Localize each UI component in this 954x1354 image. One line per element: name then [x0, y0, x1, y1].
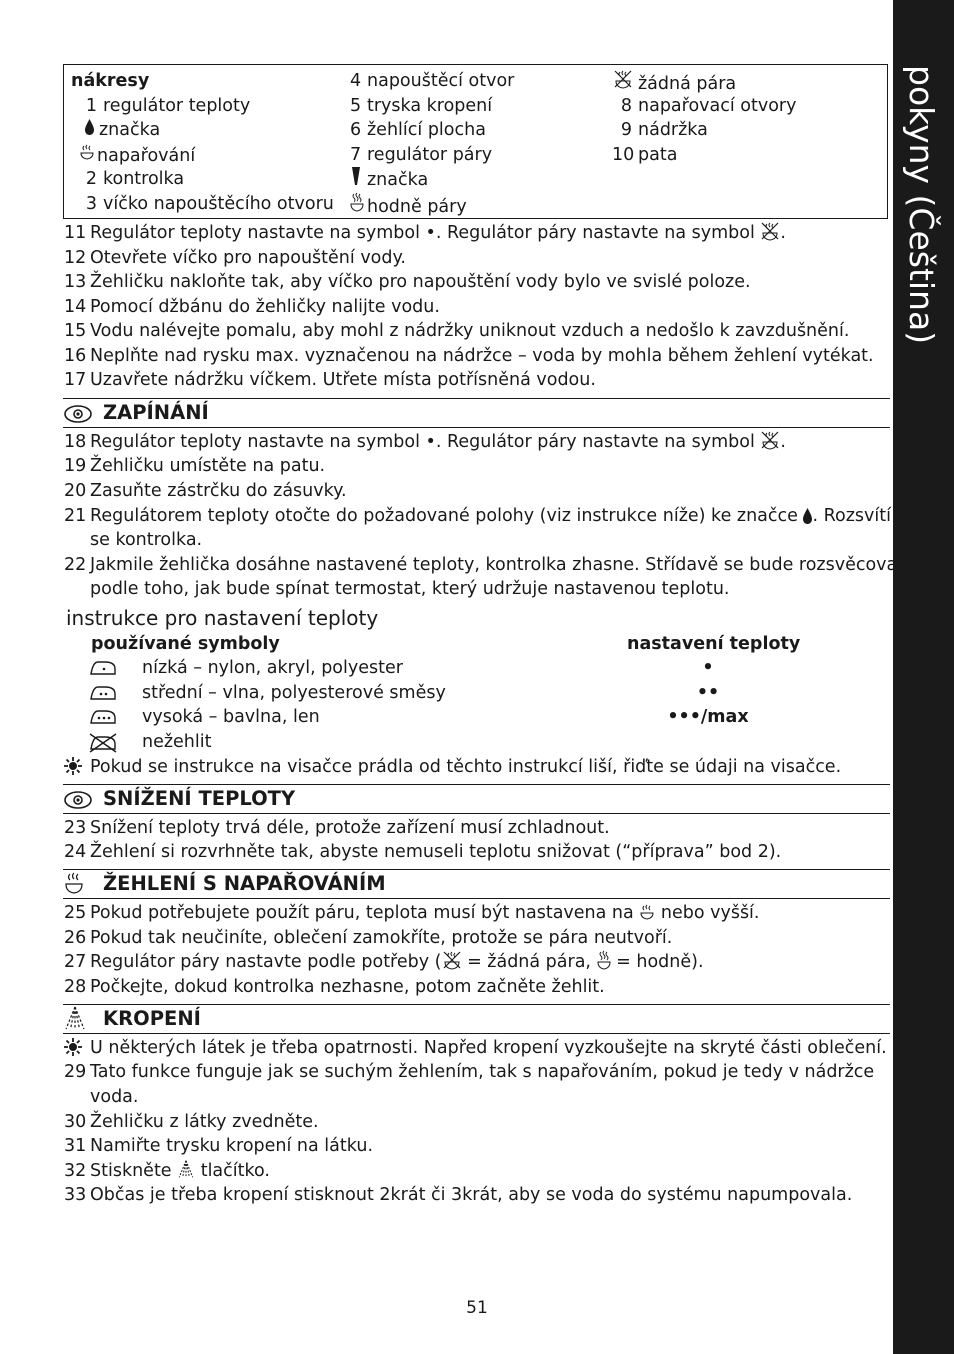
- legend-item: žádná pára: [638, 74, 737, 94]
- no-steam-icon: [760, 221, 780, 249]
- step-33: 33 Občas je třeba kropení stisknout 2krát či 3krát, aby se voda do systému napumpovala.: [64, 1185, 853, 1205]
- legend-item: pata: [638, 144, 678, 165]
- sun-icon: [64, 1036, 90, 1061]
- step-11: 11 Regulátor teploty nastavte na symbol •. Regulátor páry nastavte na symbol .: [64, 221, 786, 246]
- step-16: 16 Neplňte nad rysku max. vyznačenou na nádržce – voda by mohla během žehlení vytékat.: [64, 346, 874, 366]
- col-header-setting: nastavení teploty: [627, 634, 801, 654]
- spray-icon: [63, 1009, 93, 1031]
- pointer-icon: [350, 167, 361, 193]
- no-steam-icon: [442, 950, 462, 978]
- step-22-cont: podle toho, jak bude spínat termostat, který udržuje nastavenou teplotu.: [90, 579, 730, 599]
- step-29: 29 Tato funkce funguje jak se suchým žehlením, tak s napařováním, pokud je tedy v nádržce: [64, 1062, 875, 1082]
- iron-high-icon: [88, 708, 118, 726]
- steam-icon: [79, 143, 95, 169]
- legend-item: hodně páry: [367, 196, 467, 217]
- step-19: 19 Žehličku umístěte na patu.: [64, 456, 326, 476]
- no-steam-icon: [612, 69, 634, 97]
- step-32: 32 Stiskněte tlačítko.: [64, 1159, 270, 1184]
- steam-icon: [63, 874, 93, 896]
- legend-title: nákresy: [71, 71, 150, 91]
- sun-icon: [64, 755, 90, 780]
- temp-guide-title: instrukce pro nastavení teploty: [66, 606, 379, 630]
- drop-icon: [81, 118, 97, 143]
- step-20: 20 Zasuňte zástrčku do zásuvky.: [64, 481, 347, 501]
- step-31: 31 Namiřte trysku kropení na látku.: [64, 1136, 374, 1156]
- max-steam-icon: [597, 950, 611, 978]
- legend-item: regulátor teploty: [103, 95, 251, 116]
- language-label: pokyny (Čeština): [902, 65, 941, 345]
- bullet-dot: •: [425, 223, 436, 243]
- legend-item: tryska kropení: [367, 95, 493, 116]
- section-header-cooling: [63, 784, 890, 814]
- legend-item: regulátor páry: [367, 144, 493, 165]
- legend-box: nákresy 1 regulátor teploty značka napařování 2 kontrolka 3 víčko napouštěcího otvoru 4 napouštěcí otvor 5 tryska kropení 6 žehlící plocha 7 regulátor páry značka hodně páry žádná pára 8 napařovací otvory 9 nádržka 10 pata: [63, 64, 888, 219]
- step-21-cont: se kontrolka.: [90, 530, 203, 550]
- spray-note: U některých látek je třeba opatrnosti. Napřed kropení vyzkoušejte na skryté části oblečení.: [64, 1036, 887, 1061]
- temp-row: střední – vlna, polyesterové směsy ••: [88, 681, 748, 706]
- legend-item: značka: [99, 120, 161, 140]
- step-23: 23 Snížení teploty trvá déle, protože zařízení musí zchladnout.: [64, 818, 610, 838]
- iron-medium-icon: [88, 684, 118, 702]
- step-12: 12 Otevřete víčko pro napouštění vody.: [64, 248, 406, 268]
- temp-row: vysoká – bavlna, len •••/max: [88, 705, 748, 730]
- section-title: ZAPÍNÁNÍ: [103, 401, 209, 424]
- section-title: KROPENÍ: [103, 1007, 201, 1030]
- step-22: 22 Jakmile žehlička dosáhne nastavené teploty, kontrolka zhasne. Střídavě se bude rozsvěcovat: [64, 555, 905, 575]
- page-number: 51: [466, 1298, 488, 1318]
- legend-item: víčko napouštěcího otvoru: [103, 193, 334, 214]
- step-25: 25 Pokud potřebujete použít páru, teplota musí být nastavena na nebo vyšší.: [64, 901, 759, 926]
- temp-row: nízká – nylon, akryl, polyester •: [88, 656, 748, 681]
- step-15: 15 Vodu nalévejte pomalu, aby mohl z nádržky uniknout vzduch a nedošlo k zavzdušnění.: [64, 321, 850, 341]
- section-title: SNÍŽENÍ TEPLOTY: [103, 787, 296, 810]
- step-24: 24 Žehlení si rozvrhněte tak, abyste nemuseli teplotu snižovat (“příprava” bod 2).: [64, 842, 782, 862]
- legend-item: napařování: [97, 145, 196, 166]
- iron-low-icon: [88, 659, 118, 677]
- temp-row: nežehlit: [88, 730, 748, 755]
- max-steam-icon: [350, 192, 361, 220]
- step-18: 18 Regulátor teploty nastavte na symbol •. Regulátor páry nastavte na symbol .: [64, 430, 786, 455]
- section-title: ŽEHLENÍ S NAPAŘOVÁNÍM: [103, 872, 386, 895]
- step-21: 21 Regulátorem teploty otočte do požadované polohy (viz instrukce níže) ke značce . Rozsvítí: [64, 504, 891, 529]
- legend-item: nádržka: [638, 120, 708, 140]
- step-26: 26 Pokud tak neučiníte, oblečení zamokříte, protože se pára neutvoří.: [64, 928, 673, 948]
- step-17: 17 Uzavřete nádržku víčkem. Utřete místa potřísněná vodou.: [64, 370, 596, 390]
- step-13: 13 Žehličku nakloňte tak, aby víčko pro napouštění vody bylo ve svislé poloze.: [64, 272, 751, 292]
- eye-icon: [63, 403, 93, 425]
- step-29-cont: voda.: [90, 1087, 139, 1107]
- legend-item: napouštěcí otvor: [367, 71, 515, 91]
- step-28: 28 Počkejte, dokud kontrolka nezhasne, potom začněte žehlit.: [64, 977, 605, 997]
- bullet-dot: •: [425, 432, 436, 452]
- step-14: 14 Pomocí džbánu do žehličky nalijte vodu.: [64, 297, 440, 317]
- section-header-switch-on: [63, 398, 890, 428]
- legend-item: značka: [367, 170, 429, 190]
- temp-note: Pokud se instrukce na visačce prádla od těchto instrukcí liší, řiďte se údaji na visačce.: [64, 755, 841, 780]
- step-30: 30 Žehličku z látky zvedněte.: [64, 1112, 319, 1132]
- legend-item: žehlící plocha: [367, 120, 486, 140]
- step-27: 27 Regulátor páry nastavte podle potřeby ( = žádná pára, = hodně).: [64, 950, 704, 975]
- no-steam-icon: [760, 430, 780, 458]
- legend-item: napařovací otvory: [638, 95, 797, 116]
- section-header-spray: [63, 1004, 890, 1034]
- col-header-symbols: používané symboly: [91, 634, 280, 654]
- no-iron-icon: [88, 733, 118, 751]
- steam-icon: [639, 903, 655, 929]
- legend-item: kontrolka: [103, 169, 185, 189]
- eye-icon: [63, 789, 93, 811]
- section-header-steam: [63, 869, 890, 899]
